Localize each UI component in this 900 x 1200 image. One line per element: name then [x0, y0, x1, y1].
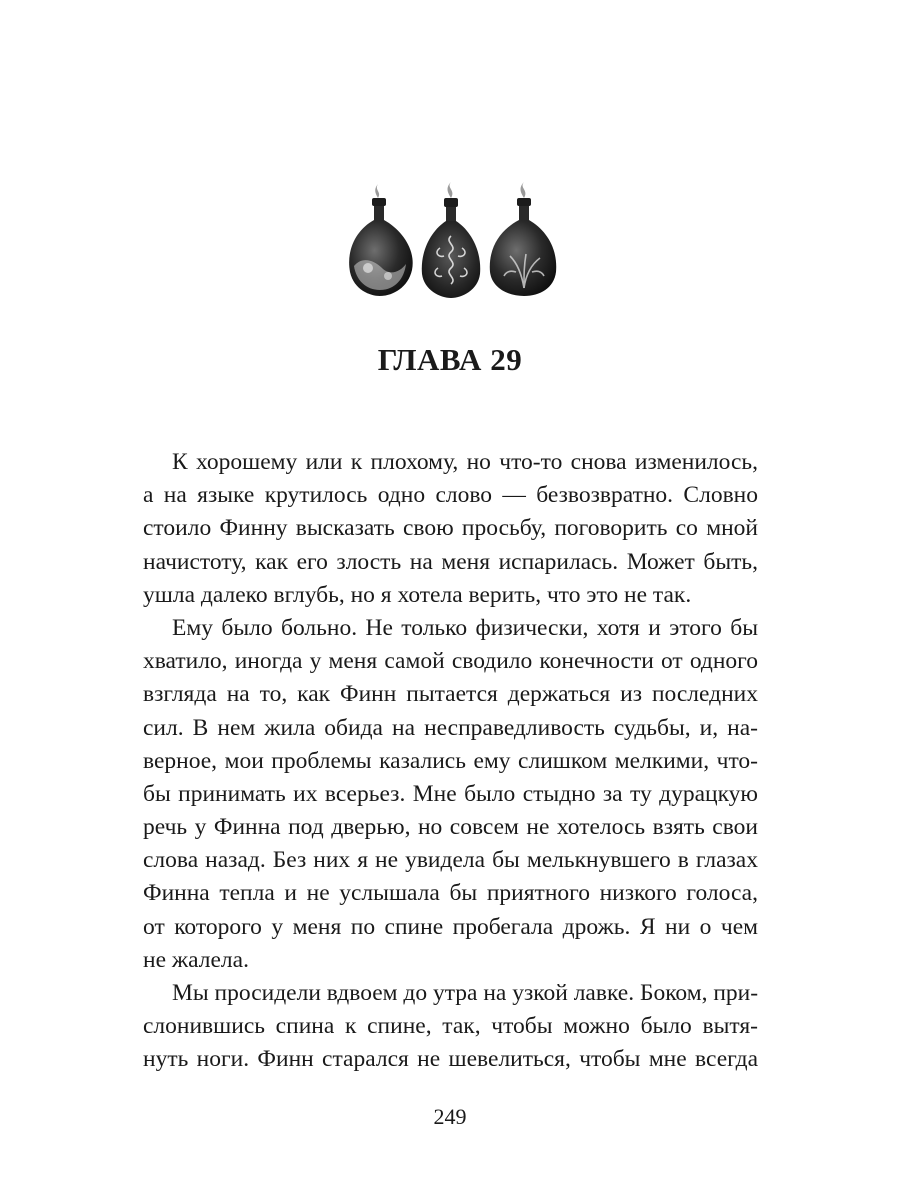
text-line: бы принимать их всерьез. Мне было стыдно за ту дурацкую	[143, 780, 758, 807]
text-line: Финна тепла и не услышала бы приятного низкого голоса,	[143, 880, 758, 907]
page-number: 249	[433, 1104, 467, 1129]
chapter-title: ГЛАВА 29	[377, 342, 523, 377]
left-bottle-icon	[349, 184, 413, 296]
text-line: ушла далеко вглубь, но я хотела верить, что это не так.	[143, 581, 692, 608]
text-line: хватило, иногда у меня самой сводило конечности от одного	[143, 648, 758, 675]
text-line: стоило Финну высказать свою просьбу, поговорить со мной	[143, 515, 758, 542]
text-line: верное, мои проблемы казались ему слишком мелкими, что-	[143, 747, 758, 774]
text-line: взгляда на то, как Финн пытается держаться из последних	[143, 681, 758, 708]
right-bottle-icon	[490, 182, 556, 296]
text-line: от которого у меня по спине пробегала дрожь. Я ни о чем	[143, 913, 758, 940]
text-line: Ему было больно. Не только физически, хотя и этого бы	[172, 614, 758, 641]
text-line: слова назад. Без них я не увидела бы мелькнувшего в глазах	[143, 847, 758, 874]
text-line: речь у Финна под дверью, но совсем не хотелось взять свои	[143, 814, 758, 841]
text-line: сил. В нем жила обида на несправедливость судьбы, и, на-	[143, 714, 758, 741]
text-line: а на языке крутилось одно слово — безвозвратно. Словно	[143, 482, 758, 509]
text-line: Мы просидели вдвоем до утра на узкой лавке. Боком, при-	[172, 980, 759, 1006]
text-line: не жалела.	[143, 946, 249, 973]
text-line: слонившись спина к спине, так, чтобы можно было вытя-	[143, 1013, 758, 1040]
middle-bottle-icon	[422, 182, 480, 298]
text-line: нуть ноги. Финн старался не шевелиться, чтобы мне всегда	[143, 1046, 758, 1073]
chapter-body	[143, 446, 758, 1077]
text-line: К хорошему или к плохому, но что-то снова изменилось,	[172, 449, 758, 475]
three-potion-bottles-icon	[340, 176, 562, 302]
text-line: начистоту, как его злость на меня испарилась. Может быть,	[143, 548, 758, 575]
